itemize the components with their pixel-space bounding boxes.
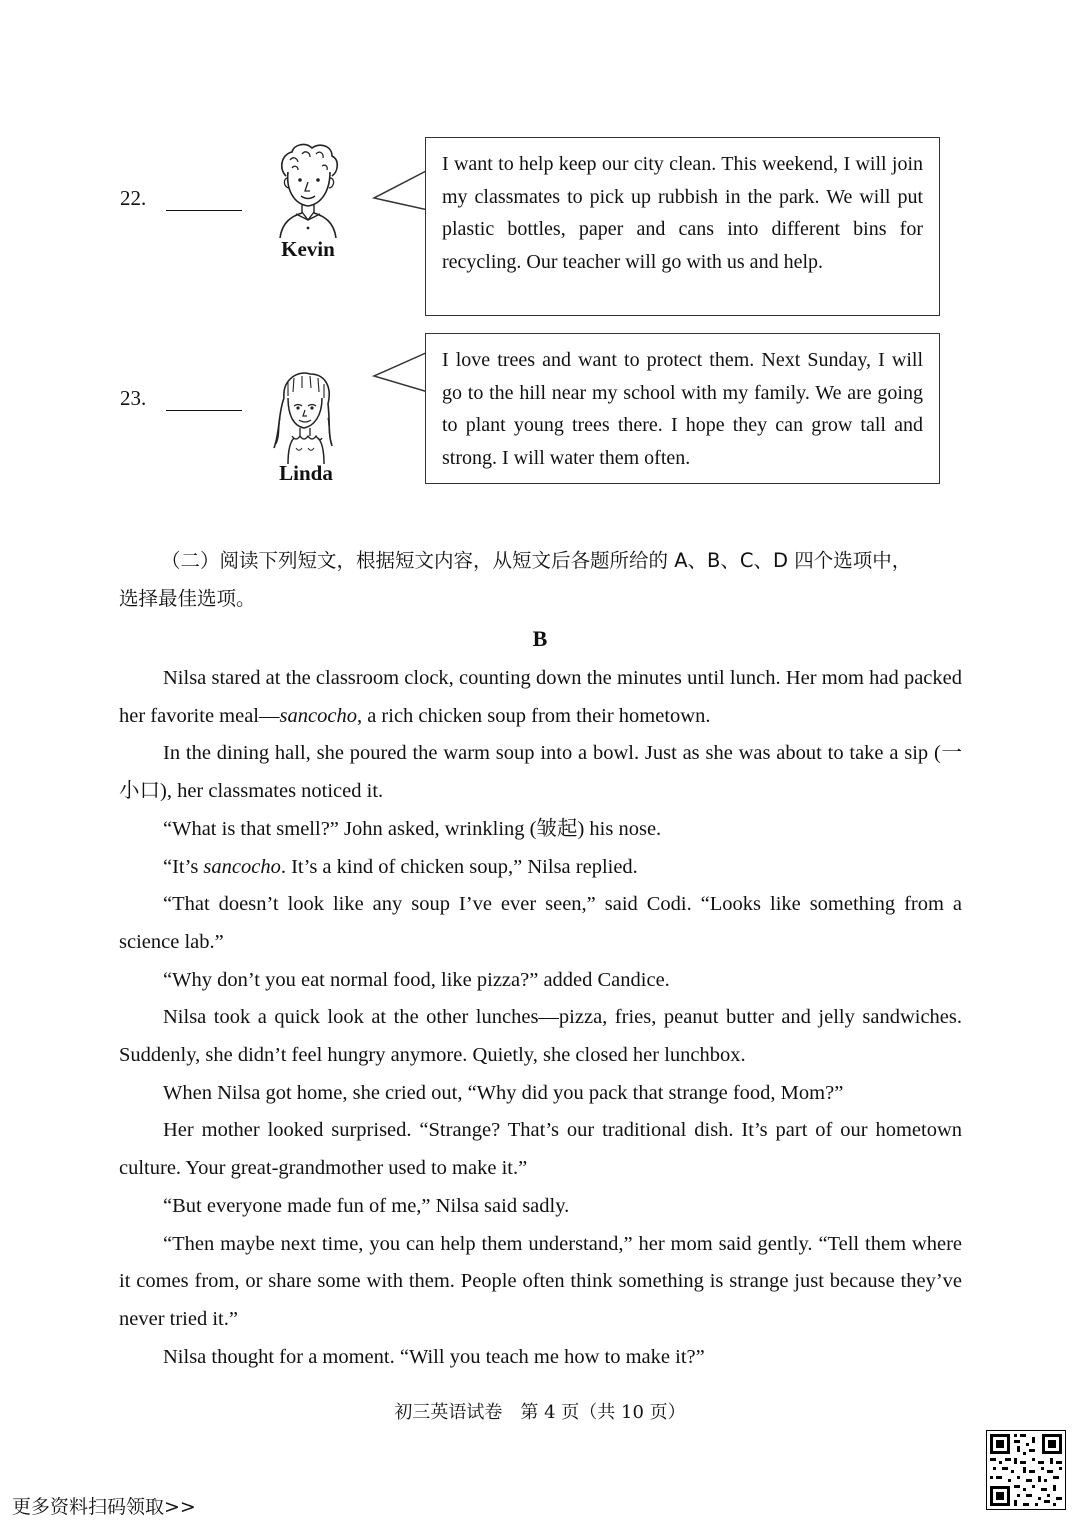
passage-title: B bbox=[532, 626, 548, 651]
linda-name-label: Linda bbox=[279, 461, 333, 485]
passage-body bbox=[119, 660, 962, 1376]
kevin-portrait-icon bbox=[272, 142, 344, 238]
paragraph: “But everyone made fun of me,” Nilsa said sadly. bbox=[163, 1194, 570, 1217]
section-instructions bbox=[119, 542, 979, 618]
qr-code-icon[interactable] bbox=[986, 1430, 1066, 1510]
speech-bubble-tail bbox=[372, 352, 430, 396]
paragraph: “Then maybe next time, you can help them understand,” her mom said gently. “Tell them where it comes from, or share some with them. People often think something is strange just because they’ve never tried it.” bbox=[119, 1232, 962, 1330]
kevin-speech-bubble: I want to help keep our city clean. This weekend, I will join my classmates to pick up rubbish in the park. We will put plastic bottles, paper and cans into different bins for recycling. Our teacher will go with us and help. bbox=[425, 137, 940, 316]
speech-bubble-tail bbox=[372, 170, 430, 214]
answer-blank-22[interactable] bbox=[166, 210, 242, 211]
paragraph: “Why don’t you eat normal food, like pizza?” added Candice. bbox=[163, 968, 670, 991]
paragraph: Nilsa took a quick look at the other lunches—pizza, fries, peanut butter and jelly sandwiches. Suddenly, she didn’t feel hungry anymore. Quietly, she closed her lunchbox. bbox=[119, 1006, 962, 1067]
paragraph: “That doesn’t look like any soup I’ve ever seen,” said Codi. “Looks like something from a science lab.” bbox=[119, 893, 962, 953]
linda-portrait-icon bbox=[266, 368, 342, 464]
paragraph: In the dining hall, she poured the warm soup into a bowl. Just as she was about to take a sip (一小口), her classmates noticed it. bbox=[119, 742, 962, 803]
instructions-line-2: 选择最佳选项。 bbox=[119, 587, 256, 610]
linda-speech-bubble: I love trees and want to protect them. Next Sunday, I will go to the hill near my school with my family. We are going to plant young trees there. I hope they can grow tall and strong. I will water them often. bbox=[425, 333, 940, 484]
instructions-line-1: （二）阅读下列短文，根据短文内容，从短文后各题所给的 A、B、C、D 四个选项中， bbox=[161, 549, 912, 572]
question-number-23: 23. bbox=[120, 386, 147, 410]
kevin-name-label: Kevin bbox=[281, 237, 335, 261]
paragraph: When Nilsa got home, she cried out, “Why did you pack that strange food, Mom?” bbox=[163, 1081, 844, 1104]
question-number-22: 22. bbox=[120, 186, 147, 210]
paragraph: Nilsa thought for a moment. “Will you teach me how to make it?” bbox=[163, 1345, 705, 1368]
paragraph: Her mother looked surprised. “Strange? That’s our traditional dish. It’s part of our hometown culture. Your great-grandmother used to make it.” bbox=[119, 1119, 962, 1180]
paragraph: Nilsa stared at the classroom clock, counting down the minutes until lunch. Her mom had packed her favorite meal—sancocho, a rich chicken soup from their hometown. bbox=[119, 667, 962, 727]
paragraph: “What is that smell?” John asked, wrinkling (皱起) his nose. bbox=[163, 817, 662, 840]
answer-blank-23[interactable] bbox=[166, 410, 242, 411]
paragraph: “It’s sancocho. It’s a kind of chicken soup,” Nilsa replied. bbox=[163, 855, 638, 878]
promo-link[interactable]: 更多资料扫码领取>> bbox=[12, 1496, 196, 1518]
page-footer: 初三英语试卷 第 4 页（共 10 页） bbox=[394, 1402, 686, 1423]
